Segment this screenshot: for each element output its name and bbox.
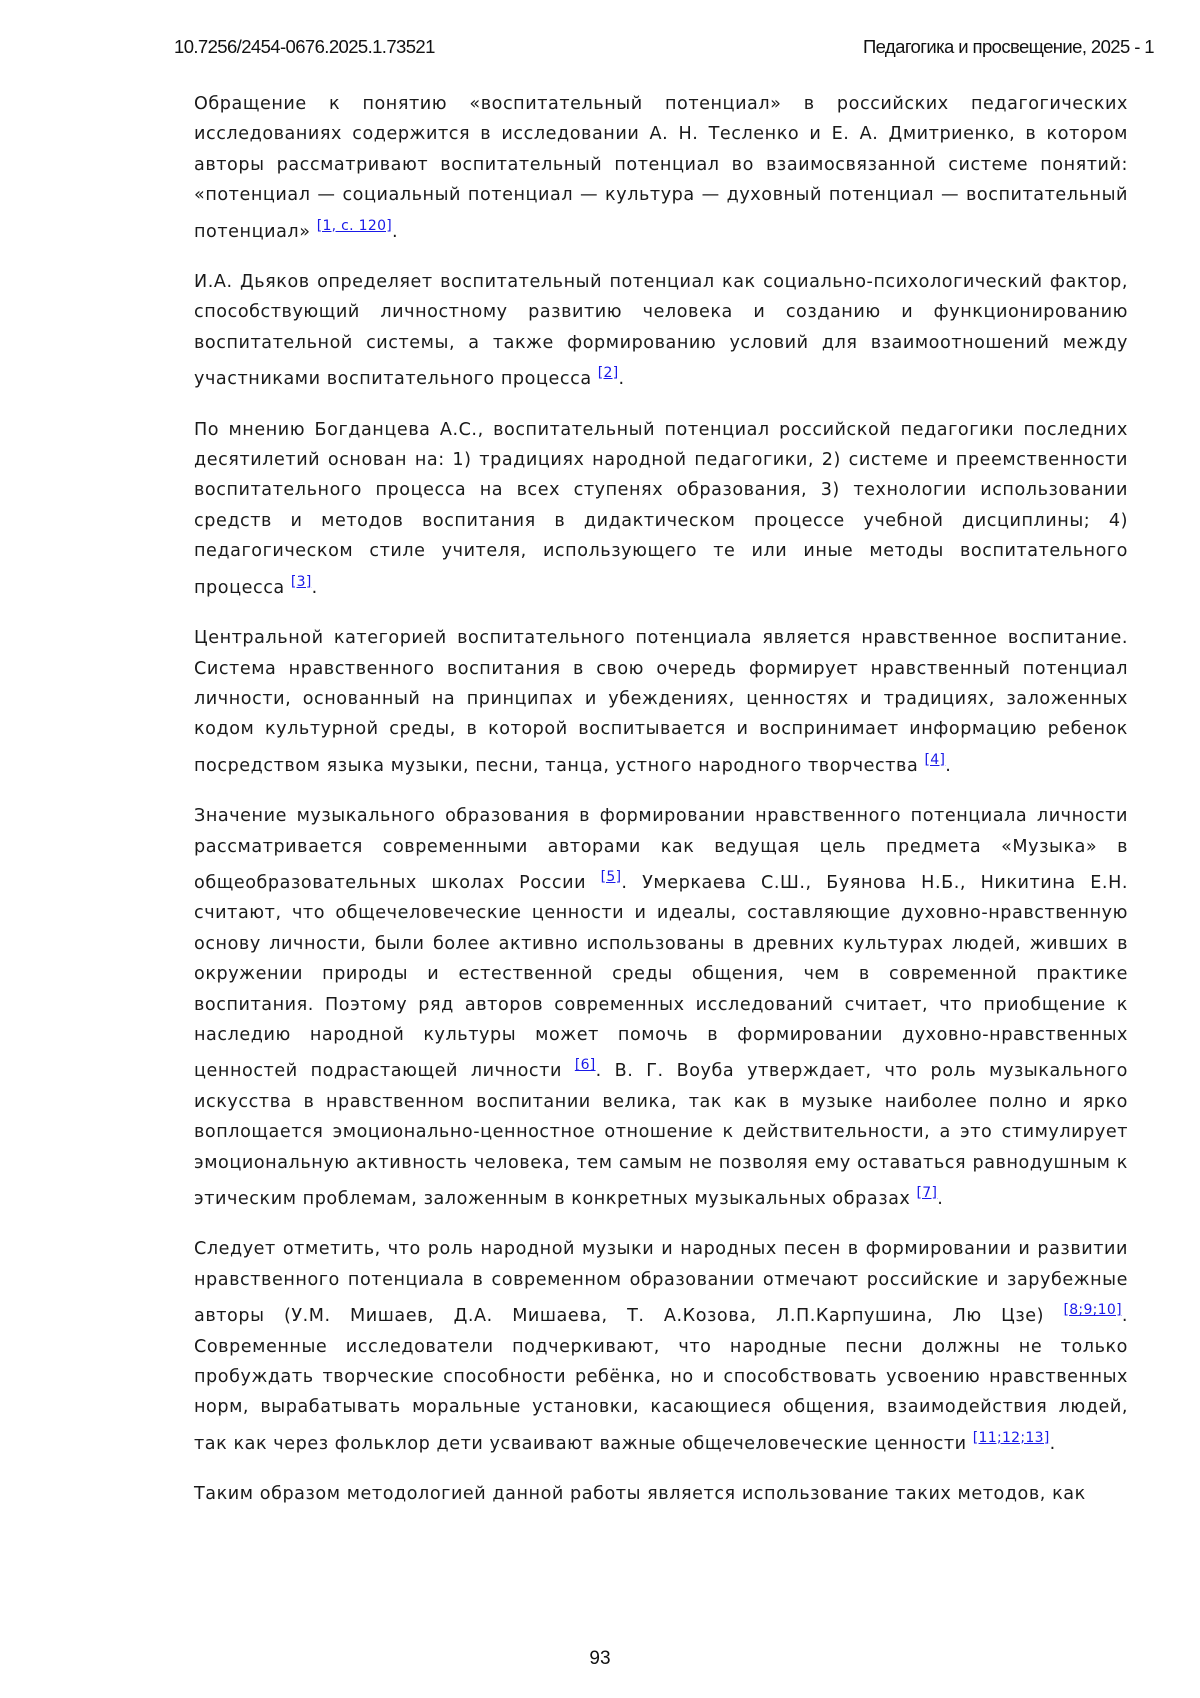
paragraph-text: Таким образом методологией данной работы является использование таких методов, как	[194, 1484, 1086, 1504]
paragraph-7	[194, 1479, 1128, 1509]
citation-link[interactable]: [3]	[291, 574, 312, 590]
paragraph-text: Центральной категорией воспитательного потенциала является нравственное воспитание. Система нравственного воспитания в свою очередь формирует нравственный потенциал личности, основанный на принципах и убеждениях, ценностях и традициях, заложенных кодом культурной среды, в которой воспитывается и воспринимает информацию ребенок посредством языка музыки, песни, танца, устного народного творчества	[194, 628, 1128, 776]
paragraph-6	[194, 1234, 1128, 1459]
citation-link[interactable]: [2]	[598, 365, 619, 381]
paragraph-text: . Умеркаева С.Ш., Буянова Н.Б., Никитина Е.Н. считают, что общечеловеческие ценности и идеалы, составляющие духовно-нравственную основу личности, были более активно использованы в древних культурах людей, живших в окружении природы и естественной среды общения, чем в современной практике воспитания. Поэтому ряд авторов современных исследований считает, что приобщение к наследию народной культуры может помочь в формировании духовно-нравственных ценностей подрастающей личности	[194, 873, 1128, 1081]
paragraph-text: Значение музыкального образования в формировании нравственного потенциала личности рассматривается современными авторами как ведущая цель предмета «Музыка» в общеобразовательных школах России	[194, 806, 1128, 893]
citation-link[interactable]: [5]	[601, 869, 622, 885]
citation-link[interactable]: [11;12;13]	[973, 1430, 1050, 1446]
doi-label: 10.7256/2454-0676.2025.1.73521	[174, 36, 435, 58]
paragraph-4	[194, 623, 1128, 781]
page-header	[174, 36, 1154, 62]
paragraph-text: Обращение к понятию «воспитательный потенциал» в российских педагогических исследованиях содержится в исследовании А. Н. Тесленко и Е. А. Дмитриенко, в котором авторы рассматривают воспитательный потенциал во взаимосвязанной системе понятий: «потенциал — социальный потенциал — культура — духовный потенциал — воспитательный потенциал»	[194, 94, 1128, 242]
paragraph-text: .	[937, 1189, 943, 1209]
citation-link[interactable]: [7]	[917, 1185, 938, 1201]
paragraph-text: .	[392, 222, 398, 242]
paragraph-text: По мнению Богданцева А.С., воспитательный потенциал российской педагогики последних десятилетий основан на: 1) традициях народной педагогики, 2) системе и преемственности воспитательного процесса на всех ступенях образования, 3) технологии использовании средств и методов воспитания в дидактическом процессе учебной дисциплины; 4) педагогическом стиле учителя, использующего те или иные методы воспитательного процесса	[194, 420, 1128, 598]
article-body	[194, 89, 1128, 1510]
paragraph-text: Следует отметить, что роль народной музыки и народных песен в формировании и развитии нравственного потенциала в современном образовании отмечают российские и зарубежные авторы (У.М. Мишаев, Д.А. Мишаева, Т. А.Козова, Л.П.Карпушина, Лю Цзе)	[194, 1239, 1128, 1326]
citation-link[interactable]: [8;9;10]	[1063, 1302, 1121, 1318]
paragraph-text: .	[1050, 1434, 1056, 1454]
paragraph-3	[194, 415, 1128, 603]
paragraph-text: . Современные исследователи подчеркивают, что народные песни должны не только пробуждать творческие способности ребёнка, но и способствовать усвоению нравственных норм, вырабатывать моральные установки, касающиеся общения, взаимодействия людей, так как через фольклор дети усваивают важные общечеловеческие ценности	[194, 1306, 1128, 1454]
citation-link[interactable]: [4]	[924, 752, 945, 768]
paragraph-text: .	[945, 756, 951, 776]
paragraph-2	[194, 267, 1128, 395]
paragraph-text: .	[619, 369, 625, 389]
journal-title: Педагогика и просвещение, 2025 - 1	[863, 36, 1154, 58]
citation-link[interactable]: [1, с. 120]	[317, 218, 392, 234]
paragraph-1	[194, 89, 1128, 247]
paragraph-text: . В. Г. Воуба утверждает, что роль музыкального искусства в нравственном воспитании велика, так как в музыке наиболее полно и ярко воплощается эмоционально-ценностное отношение к действительности, а это стимулирует эмоциональную активность человека, тем самым не позволяя ему оставаться равнодушным к этическим проблемам, заложенным в конкретных музыкальных образах	[194, 1061, 1128, 1209]
paragraph-text: .	[312, 578, 318, 598]
paragraph-text: И.А. Дьяков определяет воспитательный потенциал как социально-психологический фактор, способствующий личностному развитию человека и созданию и функционированию воспитательной системы, а также формированию условий для взаимоотношений между участниками воспитательного процесса	[194, 272, 1128, 389]
page-number: 93	[0, 1648, 1200, 1670]
paragraph-5	[194, 801, 1128, 1214]
citation-link[interactable]: [6]	[575, 1057, 596, 1073]
